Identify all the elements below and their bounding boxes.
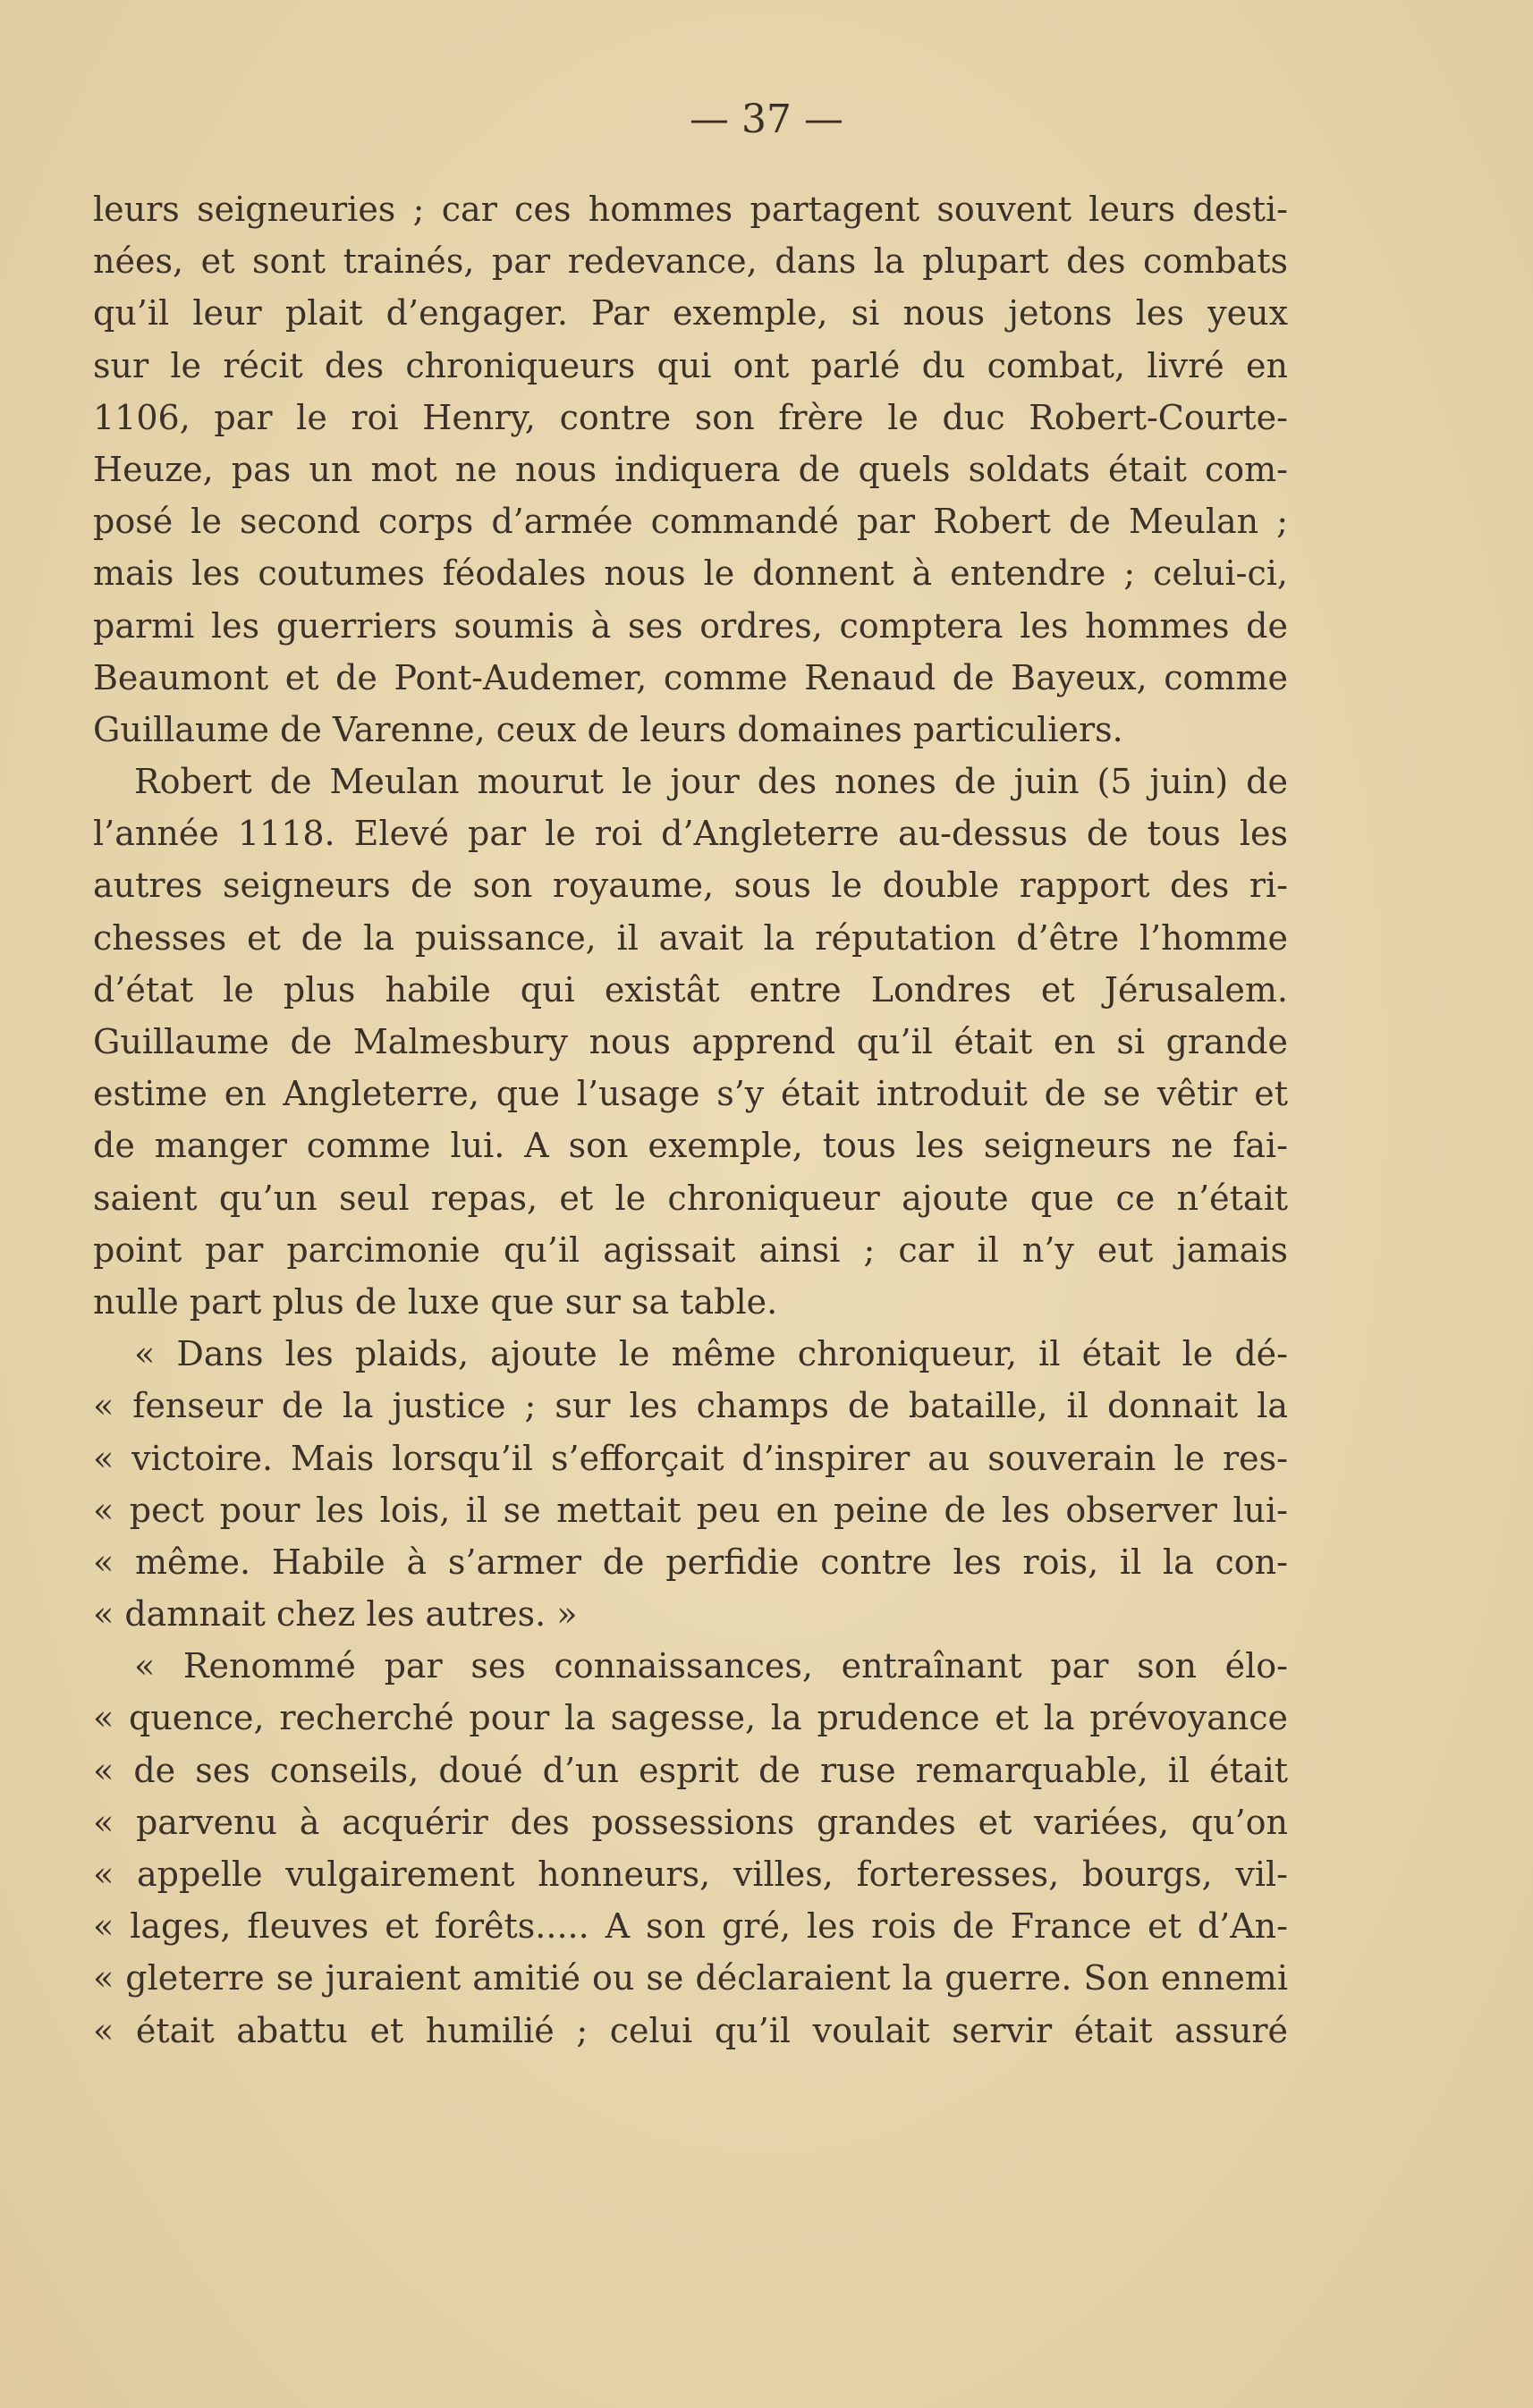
text-line: « de ses conseils, doué d’un esprit de ruse remarquable, il était xyxy=(93,1750,1288,1790)
text-line: posé le second corps d’armée commandé par Robert de Meulan ; xyxy=(93,502,1288,542)
text-line: « fenseur de la justice ; sur les champs de bataille, il donnait la xyxy=(93,1386,1288,1426)
text-line: Robert de Meulan mourut le jour des nones de juin (5 juin) de xyxy=(134,762,1288,802)
text-line: « gleterre se juraient amitié ou se déclaraient la guerre. Son ennemi xyxy=(93,1958,1288,1998)
text-line: de manger comme lui. A son exemple, tous les seigneurs ne fai- xyxy=(93,1126,1288,1166)
text-line: Guillaume de Varenne, ceux de leurs domaines particuliers. xyxy=(93,709,1123,749)
text-line: Beaumont et de Pont-Audemer, comme Renaud de Bayeux, comme xyxy=(93,657,1288,697)
text-line: « parvenu à acquérir des possessions grandes et variées, qu’on xyxy=(93,1802,1288,1842)
text-line: saient qu’un seul repas, et le chroniqueur ajoute que ce n’était xyxy=(93,1178,1288,1218)
text-line: « damnait chez les autres. » xyxy=(93,1594,578,1635)
text-line: sur le récit des chroniqueurs qui ont parlé du combat, livré en xyxy=(93,345,1288,385)
text-line: Guillaume de Malmesbury nous apprend qu’il était en si grande xyxy=(93,1022,1288,1061)
page-number: — 37 — xyxy=(690,97,843,142)
text-line: nées, et sont trainés, par redevance, dans la plupart des combats xyxy=(93,241,1288,282)
text-line: 1106, par le roi Henry, contre son frère le duc Robert-Courte- xyxy=(93,397,1288,437)
text-line: « quence, recherché pour la sagesse, la prudence et la prévoyance xyxy=(93,1698,1288,1738)
text-line: « victoire. Mais lorsqu’il s’efforçait d’inspirer au souverain le res- xyxy=(93,1438,1288,1478)
body-text xyxy=(93,183,1288,2057)
text-line: parmi les guerriers soumis à ses ordres, comptera les hommes de xyxy=(93,605,1288,646)
text-line: mais les coutumes féodales nous le donnent à entendre ; celui-ci, xyxy=(93,553,1288,594)
text-line: « même. Habile à s’armer de perfidie contre les rois, il la con- xyxy=(93,1542,1288,1582)
text-line: « Renommé par ses connaissances, entraînant par son élo- xyxy=(134,1646,1288,1686)
text-line: point par parcimonie qu’il agissait ainsi ; car il n’y eut jamais xyxy=(93,1229,1288,1270)
text-line: « pect pour les lois, il se mettait peu en peine de les observer lui- xyxy=(93,1490,1288,1530)
text-line: « était abattu et humilié ; celui qu’il voulait servir était assuré xyxy=(93,2010,1288,2050)
text-line: nulle part plus de luxe que sur sa table. xyxy=(93,1281,778,1322)
text-line: Heuze, pas un mot ne nous indiquera de quels soldats était com- xyxy=(93,449,1288,489)
text-line: chesses et de la puissance, il avait la réputation d’être l’homme xyxy=(93,917,1288,958)
text-line: d’état le plus habile qui existât entre Londres et Jérusalem. xyxy=(93,969,1288,1010)
text-line: « lages, fleuves et forêts..... A son gré, les rois de France et d’An- xyxy=(93,1906,1288,1947)
text-line: estime en Angleterre, que l’usage s’y était introduit de se vêtir et xyxy=(93,1074,1288,1114)
text-line: autres seigneurs de son royaume, sous le double rapport des ri- xyxy=(93,866,1288,906)
text-line: qu’il leur plait d’engager. Par exemple, si nous jetons les yeux xyxy=(93,293,1288,334)
text-line: « Dans les plaids, ajoute le même chroniqueur, il était le dé- xyxy=(134,1334,1288,1374)
text-line: « appelle vulgairement honneurs, villes, forteresses, bourgs, vil- xyxy=(93,1855,1288,1894)
text-line: l’année 1118. Elevé par le roi d’Angleterre au-dessus de tous les xyxy=(93,814,1288,854)
text-line: leurs seigneuries ; car ces hommes partagent souvent leurs desti- xyxy=(93,190,1288,229)
